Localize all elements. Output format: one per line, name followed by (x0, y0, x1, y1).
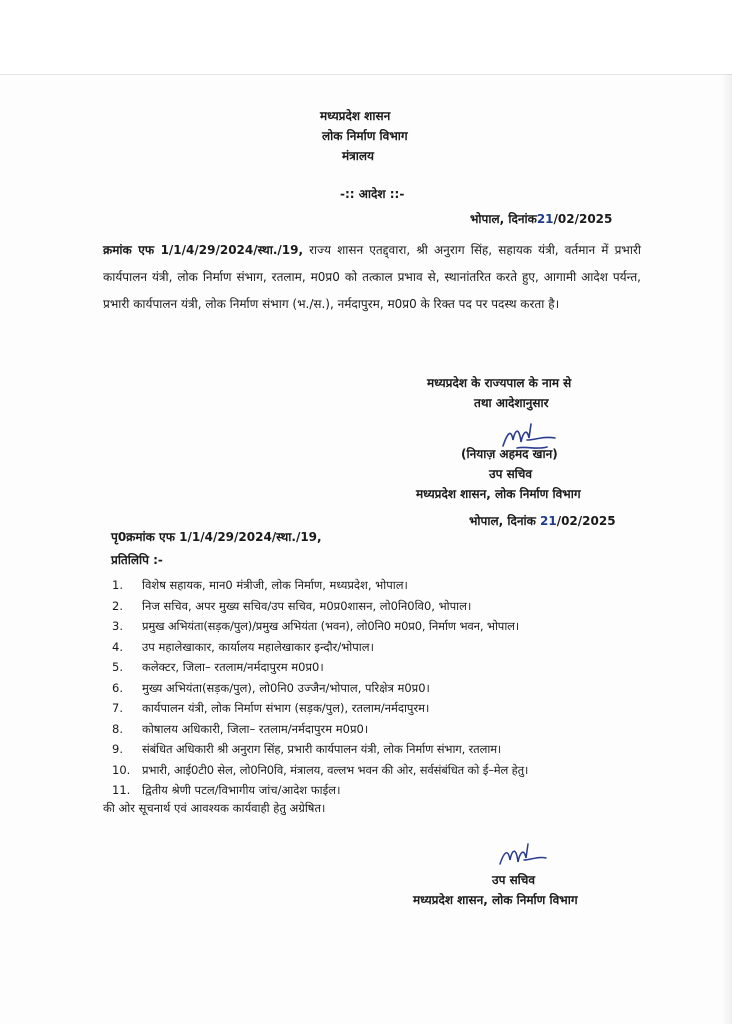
copy-date-rest: /02/2025 (556, 514, 616, 528)
distribution-list (112, 575, 672, 801)
top-margin (0, 0, 732, 74)
header-line-1: मध्यप्रदेश शासन (320, 109, 391, 123)
signatory2-designation: उप सचिव (492, 873, 536, 887)
copy-date (469, 513, 616, 529)
closing-line: की ओर सूचनार्थ एवं आवश्यक कार्यवाही हेतु अग्रेषित। (103, 801, 326, 815)
signatory2-office: मध्यप्रदेश शासन, लोक निर्माण विभाग (413, 893, 578, 907)
list-item: 10. प्रभारी, आई0टी0 सेल, लो0नि0वि, मंत्रालय, वल्लभ भवन की ओर, सर्वसंबंधित को ई–मेल हेतु। (112, 762, 529, 777)
copy-date-day: 21 (540, 514, 557, 528)
order-number: क्रमांक एफ 1/1/4/29/2024/स्था./19, (103, 243, 304, 257)
order-body (103, 237, 641, 318)
list-item: 2. निज सचिव, अपर मुख्य सचिव/उप सचिव, म0प्र0शासन, लो0नि0वि0, भोपाल। (112, 598, 472, 613)
signature-2 (496, 840, 552, 874)
order-title: -:: आदेश ::- (340, 187, 405, 201)
signatory-designation: उप सचिव (489, 467, 533, 481)
header-line-2: लोक निर्माण विभाग (322, 129, 408, 143)
list-item: 8. कोषालय अधिकारी, जिला– रतलाम/नर्मदापुरम म0प्र0। (112, 721, 369, 736)
list-item: 9. संबंधित अधिकारी श्री अनुराग सिंह, प्रभारी कार्यपालन यंत्री, लोक निर्माण संभाग, रतलाम। (112, 742, 502, 756)
copy-heading: प्रतिलिपि :- (111, 553, 163, 567)
copy-order-number: पृ0क्रमांक एफ 1/1/4/29/2024/स्था./19, (111, 530, 322, 544)
copy-date-place: भोपाल, दिनांक (469, 514, 536, 528)
list-item: 3. प्रमुख अभियंता(सड़क/पुल)/प्रमुख अभियंता (भवन), लो0नि0 म0प्र0, निर्माण भवन, भोपाल। (112, 619, 520, 633)
date-rest: /02/2025 (553, 212, 613, 226)
date-place: भोपाल, दिनांक (470, 212, 537, 226)
signatory-name: (नियाज़ अहमद खान) (461, 447, 558, 461)
list-item: 1. विशेष सहायक, मान0 मंत्रीजी, लोक निर्माण, मध्यप्रदेश, भोपाल। (112, 578, 408, 592)
list-item: 7. कार्यपालन यंत्री, लोक निर्माण संभाग (सड़क/पुल), रतलाम/नर्मदापुरम। (112, 701, 430, 715)
list-item: 6. मुख्य अभियंता(सड़क/पुल), लो0नि0 उज्जैन/भोपाल, परिक्षेत्र म0प्र0। (112, 680, 430, 695)
page-shadow (722, 74, 732, 1024)
list-item: 11. द्वितीय श्रेणी पटल/विभागीय जांच/आदेश फाईल। (112, 783, 341, 797)
order-date (470, 211, 612, 227)
header-line-3: मंत्रालय (342, 149, 375, 163)
page-edge (0, 74, 732, 75)
order-text: राज्य शासन एतद्द्वारा, श्री अनुराग सिंह, सहायक यंत्री, वर्तमान में प्रभारी कार्यपालन यंत्री, लोक निर्माण संभाग, रतलाम, म0प्र0 को तत्काल प्रभाव से, स्थानांतरित करते हुए, आगामी आदेश पर्यन्त, प्रभारी कार्यपालन यंत्री, लोक निर्माण संभाग (भ./स.), नर्मदापुरम, म0प्र0 के रिक्त पद पर पदस्थ करता है। (103, 243, 641, 311)
list-item: 5. कलेक्टर, जिला– रतलाम/नर्मदापुरम म0प्र0। (112, 660, 324, 674)
date-day: 21 (536, 212, 554, 226)
signatory-office: मध्यप्रदेश शासन, लोक निर्माण विभाग (416, 487, 581, 501)
authority-line-2: तथा आदेशानुसार (474, 396, 549, 410)
authority-line-1: मध्यप्रदेश के राज्यपाल के नाम से (427, 376, 572, 390)
list-item: 4. उप महालेखाकार, कार्यालय महालेखाकार इन्दौर/भोपाल। (112, 639, 374, 654)
